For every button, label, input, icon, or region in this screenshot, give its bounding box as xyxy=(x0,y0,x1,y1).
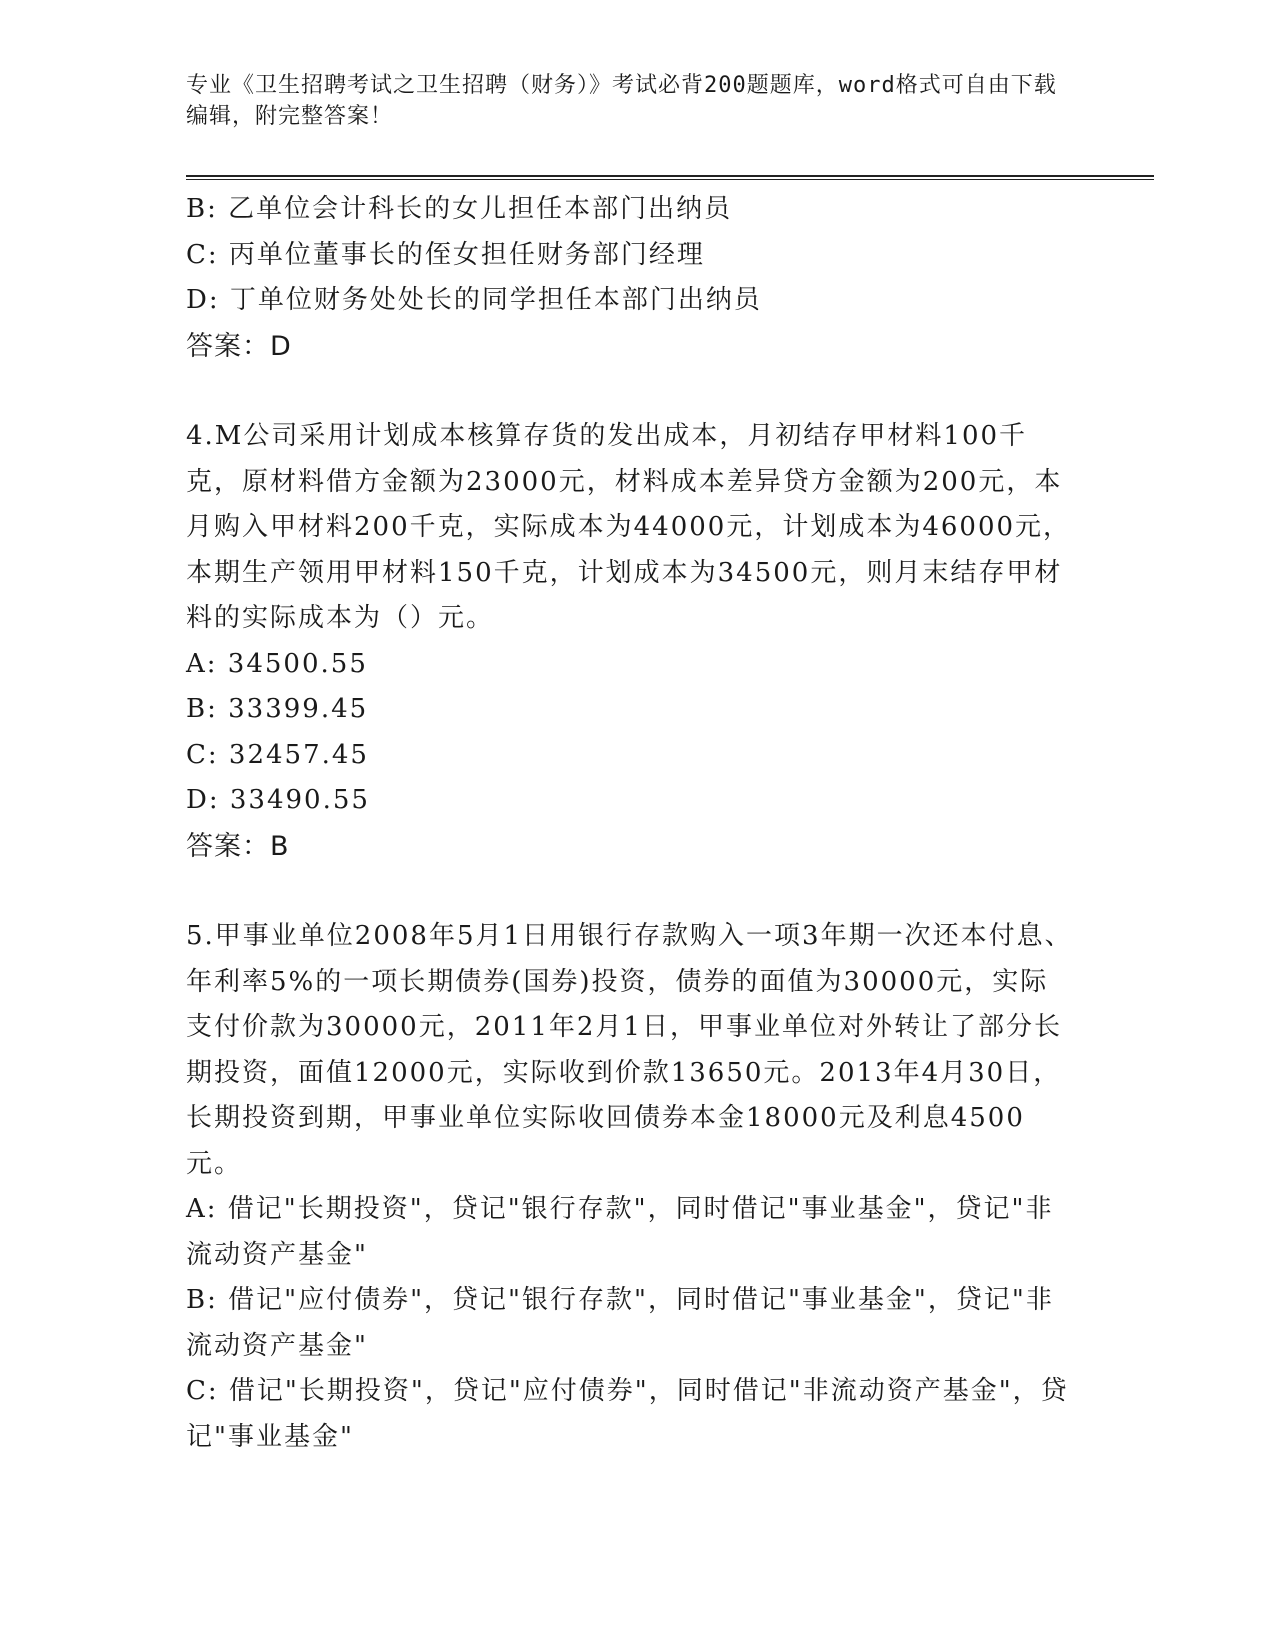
q3-answer: 答案：D xyxy=(186,330,292,362)
q3-option-c: C: 丙单位董事长的侄女担任财务部门经理 xyxy=(186,239,705,270)
q4-option-c: C: 32457.45 xyxy=(186,739,369,770)
header-divider xyxy=(186,175,1154,180)
q4-answer: 答案：B xyxy=(186,830,290,862)
q4-stem: 4.M公司采用计划成本核算存货的发出成本，月初结存甲材料100千克，原材料借方金额为23000元，材料成本差异贷方金额为200元，本月购入甲材料200千克，实际成本为44000元，计划成本为46000元，本期生产领用甲材料150千克，计划成本为34500元，则月末结存甲材料的实际成本为（）元。 xyxy=(186,421,1072,633)
q5-option-b: B: 借记"应付债券"，贷记"银行存款"，同时借记"事业基金"，贷记"非流动资产基金" xyxy=(186,1285,1054,1361)
q3-option-b: B: 乙单位会计科长的女儿担任本部门出纳员 xyxy=(186,194,733,224)
q5-option-c: C: 借记"长期投资"，贷记"应付债券"，同时借记"非流动资产基金"，贷记"事业基金" xyxy=(186,1376,1069,1452)
spacer xyxy=(186,869,1076,914)
q5-stem: 5.甲事业单位2008年5月1日用银行存款购入一项3年期一次还本付息、年利率5%的一项长期债券(国券)投资，债券的面值为30000元，实际支付价款为30000元，2011年2月1日，甲事业单位对外转让了部分长期投资，面值12000元，实际收到价款13650元。2013年4月30日，长期投资到期，甲事业单位实际收回债券本金18000元及利息4500元。 xyxy=(186,921,1073,1179)
question-content xyxy=(186,187,1076,1460)
document-header: 专业《卫生招聘考试之卫生招聘（财务）》考试必背200题题库，word格式可自由下载编辑，附完整答案！ xyxy=(186,73,1057,129)
spacer xyxy=(186,369,1076,414)
q4-option-a: A: 34500.55 xyxy=(186,648,368,679)
q5-option-a: A: 借记"长期投资"，贷记"银行存款"，同时借记"事业基金"，贷记"非流动资产基金" xyxy=(186,1194,1054,1270)
q3-option-d: D: 丁单位财务处处长的同学担任本部门出纳员 xyxy=(186,285,762,315)
q4-option-b: B: 33399.45 xyxy=(186,694,369,724)
q4-option-d: D: 33490.55 xyxy=(186,785,370,815)
